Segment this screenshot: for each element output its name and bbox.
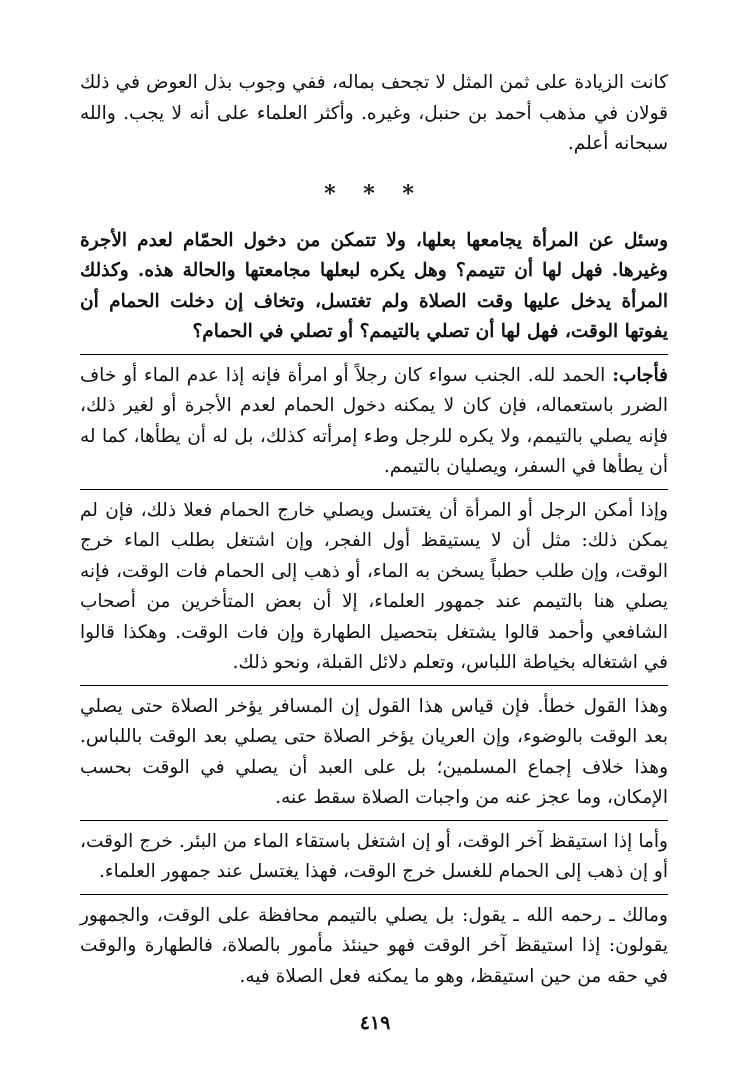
page-number: ٤١٩ [359, 1012, 391, 1034]
paragraph-ability: وإذا أمكن الرجل أو المرأة أن يغتسل ويصلي خارج الحمام فعلا ذلك، فإن لم يمكن ذلك: مثل أن لا يستيقظ أول الفجر، وإن اشتغل بطلب الماء خرج الوقت، وإن طلب حطباً يسخن به الماء، أو ذهب إلى الحمام فات الوقت، فإنه يصلي هنا بالتيمم عند جمهور العلماء، إلا أن بعض المتأخرين من أصحاب الشافعي وأحمد قالوا يشتغل بتحصيل الطهارة وإن فات الوقت. وهكذا قالوا في اشتغاله بخياطة اللباس، وتعلم دلائل القبلة، ونحو ذلك. [80, 499, 668, 673]
section-separator: * * * [324, 180, 424, 207]
fatwa-question: وسئل عن المرأة يجامعها بعلها، ولا تتمكن من دخول الحمّام لعدم الأجرة وغيرها. فهل لها أن تتيمم؟ وهل يكره لبعلها مجامعتها والحالة هذه. وكذلك المرأة يدخل عليها وقت الصلاة ولم تغتسل، وتخاف إن دخلت الحمام أن يفوتها الوقت، فهل لها أن تصلي بالتيمم؟ أو تصلي في الحمام؟ [80, 229, 668, 342]
paragraph-previous-ruling: كانت الزيادة على ثمن المثل لا تجحف بماله، ففي وجوب بذل العوض في ذلك قولان في مذهب أحمد بن حنبل، وغيره. وأكثر العلماء على أنه لا يجب. والله سبحانه أعلم. [80, 72, 668, 154]
answer-text: الحمد لله. الجنب سواء كان رجلاً أو امرأة فإنه إذا عدم الماء أو خاف الضرر باستعماله، فإن كان لا يمكنه دخول الحمام لعدم الأجرة أو لغير ذلك، فإنه يصلي بالتيمم، ولا يكره للرجل وطء إمرأته كذلك، بل له أن يطأها، كما له أن يطأها في السفر، ويصليان بالتيمم. [80, 364, 668, 477]
paragraph-late-waking: وأما إذا استيقظ آخر الوقت، أو إن اشتغل باستقاء الماء من البئر. خرج الوقت، أو إن ذهب إلى الحمام للغسل خرج الوقت، فهذا يغتسل عند جمهور العلماء. [80, 830, 668, 882]
divider-p6 [80, 894, 668, 895]
divider-p5 [80, 820, 668, 821]
fatwa-answer [80, 361, 668, 483]
answer-lead: فأجاب: [612, 364, 668, 386]
divider-question [80, 354, 668, 355]
paragraph-malik-view: ومالك ـ رحمه الله ـ يقول: بل يصلي بالتيمم محافظة على الوقت، والجمهور يقولون: إذا استيقظ آخر الوقت فهو حينئذ مأمور بالصلاة، فالطهارة والوقت في حقه من حين استيقظ، وهو ما يمكنه فعل الصلاة فيه. [80, 904, 668, 987]
divider-p4 [80, 685, 668, 686]
divider-answer [80, 489, 668, 490]
paragraph-refutation: وهذا القول خطأ. فإن قياس هذا القول إن المسافر يؤخر الصلاة حتى يصلي بعد الوقت بالوضوء، وإن العريان يؤخر الصلاة حتى يصلي بعد الوقت باللباس. وهذا خلاف إجماع المسلمين؛ بل على العبد أن يصلي في الوقت بحسب الإمكان، وما عجز عنه من واجبات الصلاة سقط عنه. [80, 695, 668, 808]
